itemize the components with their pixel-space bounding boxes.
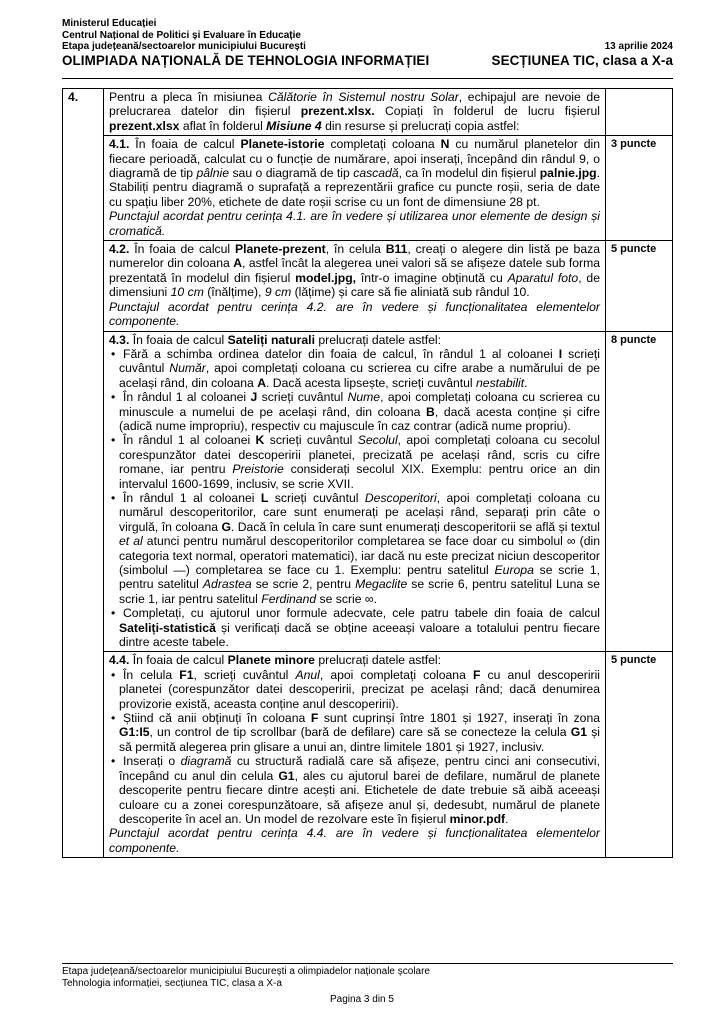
- text-run: Anul: [295, 667, 320, 682]
- text-run: 9 cm: [264, 285, 292, 300]
- text-run: 10 cm: [170, 285, 204, 300]
- bullet-paragraph: [109, 668, 600, 711]
- text-run: et al: [119, 534, 143, 549]
- text-run: F: [310, 711, 319, 726]
- subtask-text: [104, 241, 606, 331]
- text-run: . Stabiliți pentru diagramă o suprafață a reprezentării grafice cu puncte roșii, seria de date cu spațiu liber 20%, etichete de date roșii scrise cu un font de dimensiune 28 pt.: [109, 166, 601, 209]
- points-label: 3 puncte: [606, 136, 673, 241]
- text-run: și verificați dacă se obține aceeași valoare a totalului pentru fiecare dintre aceste tabele.: [119, 620, 600, 650]
- bullet-paragraph: [109, 754, 600, 826]
- text-run: În rândul 1 al coloanei: [123, 490, 261, 505]
- text-run: diagramă: [180, 754, 232, 769]
- text-run: (lățime) și care să fie aliniată sub rândul 10.: [291, 285, 530, 300]
- text-run: 4.1.: [109, 137, 130, 152]
- text-run: scrieți cuvântul: [264, 433, 358, 448]
- text-run: Călătorie în Sistemul nostru Solar: [268, 90, 459, 104]
- text-run: Descoperitori: [364, 490, 437, 505]
- text-run: , echipajul are nevoie de prelucrarea datelor din fișierul: [109, 90, 600, 119]
- bullet-paragraph: [109, 390, 600, 433]
- text-run: Fără a schimba ordinea datelor din foaia de calcul, în rândul 1 al coloanei: [123, 346, 559, 361]
- exam-date: 13 aprilie 2024: [604, 41, 673, 52]
- subtask-text: [104, 136, 606, 241]
- text-run: B: [426, 404, 435, 419]
- text-run: cu structură radială care să afișeze, pentru cinci ani consecutivi, începând cu anul din celula: [119, 754, 600, 783]
- text-run: Planete-prezent: [234, 242, 326, 257]
- points-label: 5 puncte: [606, 652, 673, 858]
- text-run: , ca în modelul din fișierul: [398, 166, 540, 181]
- text-run: În foaia de calcul: [129, 242, 235, 257]
- text-run: Știind că anii obținuți în coloana: [123, 711, 311, 726]
- text-run: F1: [179, 667, 194, 682]
- text-run: Completați, cu ajutorul unor formule adecvate, cele patru tabele din foaia de calcul: [123, 606, 600, 621]
- paragraph: [109, 300, 600, 329]
- text-run: minor.pdf: [449, 811, 506, 826]
- text-run: cu anul descoperirii planetei (corespunzător datei descoperirii, precizat pe același rând; dacă denumirea provizorie există, aceasta conține anul descoperirii).: [119, 667, 601, 711]
- task-intro-row: [63, 89, 673, 136]
- points-label: 8 puncte: [606, 331, 673, 652]
- text-run: 4.4.: [109, 653, 130, 668]
- paragraph: [109, 209, 600, 238]
- footer-rule: [62, 963, 673, 964]
- subtask-row: [63, 241, 673, 331]
- text-run: Pentru a pleca în misiunea: [109, 90, 269, 104]
- text-run: G: [221, 519, 231, 534]
- text-run: Punctajul acordat pentru cerința 4.4. are în vedere și funcționalitatea elementelor componente.: [109, 826, 600, 855]
- text-run: Aparatul foto: [507, 270, 579, 285]
- text-run: pâlnie: [196, 166, 230, 181]
- text-run: prezent.xlsx.: [300, 104, 375, 119]
- text-run: Planete-istorie: [240, 137, 325, 152]
- text-run: 4.2.: [109, 242, 130, 257]
- stage-row: [62, 41, 673, 53]
- text-run: Planete minore: [227, 653, 315, 668]
- footer-subject: Tehnologia informației, secțiunea TIC, clasa a X-a: [62, 978, 282, 989]
- text-run: Număr: [169, 361, 206, 376]
- text-run: Megaclite: [355, 577, 408, 592]
- text-run: F: [472, 667, 481, 682]
- text-run: A: [233, 256, 243, 271]
- points-cell-empty: [606, 89, 673, 136]
- stage-name: Etapa județeană/sectoarelor municipiului București: [62, 41, 306, 52]
- text-run: scrieți cuvântul: [257, 390, 348, 405]
- text-run: , astfel încât la alegerea unei valori să se afișeze datele sub forma prezentată în modelul din fișierul: [109, 256, 600, 285]
- text-run: Preistorie: [232, 462, 284, 477]
- text-run: , dacă acesta conține și cifre (adică nume impropriu), respectiv cu majuscule în caz contrar (adică nume propriu).: [119, 404, 600, 433]
- text-run: Adrastea: [202, 577, 252, 592]
- text-run: prelucrați datele astfel:: [314, 332, 441, 347]
- olympiad-title: OLIMPIADA NAȚIONALĂ DE TEHNOLOGIA INFORMAȚIEI: [62, 52, 430, 68]
- paragraph: [109, 333, 600, 347]
- text-run: nestabilit: [476, 375, 525, 390]
- text-run: completați coloana: [324, 137, 441, 152]
- text-run: sunt cuprinși între 1801 și 1927, inserați în zona: [318, 711, 600, 726]
- subtask-text: [104, 331, 606, 652]
- document-footer: [62, 966, 430, 990]
- ministry-name: Ministerul Educației: [62, 18, 157, 29]
- bullet-paragraph: [109, 606, 600, 649]
- bullet-paragraph: [109, 433, 600, 491]
- text-run: Sateliți-statistică: [119, 620, 216, 635]
- center-name: Centrul Național de Politici și Evaluare în Educație: [62, 29, 301, 41]
- header-rule: [62, 78, 673, 79]
- text-run: . Dacă în celula în care sunt enumerați descoperitorii se află și textul: [230, 519, 600, 534]
- text-run: cascadă: [353, 166, 399, 181]
- text-run: Punctajul acordat pentru cerința 4.1. are în vedere și utilizarea unor elemente de design și cromatică.: [109, 209, 600, 238]
- text-run: și să permită alegerea prin glisare a unui an, dintre limitele 1801 și 1927, inclusiv.: [119, 725, 600, 754]
- text-run: sau o diagramă de tip: [229, 166, 354, 181]
- text-run: Misiune 4: [266, 118, 322, 133]
- text-run: se scrie 2, pentru: [251, 577, 356, 592]
- text-run: Nume: [347, 390, 381, 405]
- task-number: 4.: [63, 89, 104, 858]
- text-run: , apoi completați coloana cu scrierea cu minuscule a numelui de pe același rând, din coloana: [119, 390, 600, 419]
- text-run: G1: [278, 768, 295, 783]
- text-run: scrieți cuvântul: [268, 490, 365, 505]
- text-run: Inserați o: [123, 754, 181, 769]
- paragraph: [109, 242, 600, 300]
- subtask-row: [63, 652, 673, 858]
- text-run: , scrieți cuvântul: [193, 667, 296, 682]
- text-run: Punctajul acordat pentru cerința 4.2. are în vedere și funcționalitatea elementelor componente.: [109, 299, 600, 329]
- bullet-paragraph: [109, 711, 600, 754]
- intro-paragraph: [109, 90, 600, 133]
- bullet-paragraph: [109, 347, 600, 390]
- subtask-row: [63, 136, 673, 241]
- text-run: se scrie ∞.: [316, 591, 377, 606]
- task-intro: [104, 89, 606, 136]
- text-run: În rândul 1 al coloanei: [123, 433, 256, 448]
- text-run: . Dacă acesta lipsește, scrieți cuvântul: [266, 375, 477, 390]
- text-run: G1:I5: [119, 725, 150, 740]
- text-run: , ales cu ajutorul barei de defilare, numărul de planete descoperite pentru fiecare dintre acești ani. Etichetele de date trebuie să aibă aceeași culoare cu a zonei corespunzătoare, să afișeze anul și, dedesubt, numărul de planete descoperite în acel an. Un model de rezolvare este în fișierul: [119, 768, 600, 826]
- text-run: aflat în folderul: [179, 118, 267, 133]
- text-run: Copiați în folderul de lucru fișierul: [374, 104, 600, 119]
- text-run: Europa: [494, 563, 534, 577]
- text-run: I: [558, 346, 563, 361]
- text-run: prelucrați datele astfel:: [314, 653, 441, 668]
- text-run: model.jpg,: [295, 270, 357, 285]
- text-run: În rândul 1 al coloanei: [123, 390, 251, 405]
- text-run: considerați secolul XIX. Exemplu: pentru orice an din intervalul 1600-1699, inclusiv, se scrie XVII.: [119, 462, 600, 491]
- text-run: N: [440, 137, 450, 152]
- text-run: , un control de tip scrollbar (bară de defilare) care să se conecteze la celula: [149, 725, 571, 740]
- text-run: (înălțime),: [203, 285, 265, 300]
- text-run: K: [255, 433, 265, 448]
- text-run: prezent.xlsx: [109, 118, 180, 133]
- footer-stage: Etapa județeană/sectoarelor municipiului București a olimpiadelor naționale școlare: [62, 966, 430, 977]
- text-run: , apoi completați coloana: [319, 667, 473, 682]
- subtask-text: [104, 652, 606, 858]
- text-run: În foaia de calcul: [129, 137, 241, 152]
- text-run: scrieți cuvântul: [119, 346, 601, 376]
- text-run: cu numărul planetelor din fiecare perioadă, calculat cu o funcție de numărare, apoi inserați, începând din rândul 9, o diagramă de tip: [109, 137, 600, 181]
- text-run: se scrie 1, pentru satelitul: [119, 563, 600, 592]
- text-run: se scrie 6, pentru satelitul Luna se scrie 1, iar pentru satelitul: [119, 577, 601, 606]
- text-run: Sateliți naturali: [227, 332, 315, 347]
- text-run: atunci pentru numărul descoperitorilor completarea se face doar cu simbolul ∞ (din categoria text normal, operatori matematici), iar dacă nu este precizat niciun descoperitor (simbolul —) completarea se face cu 1. Exemplu: pentru satelitul: [119, 534, 600, 577]
- text-run: .: [505, 811, 509, 826]
- text-run: , în celula: [325, 242, 386, 257]
- text-run: G1: [570, 725, 587, 740]
- text-run: , de dimensiuni: [109, 270, 600, 300]
- text-run: , creați o alegere din listă pe baza numerelor din coloana: [109, 242, 600, 271]
- text-run: J: [250, 390, 258, 405]
- title-row: [62, 53, 673, 68]
- bullet-paragraph: [109, 491, 600, 606]
- document-header: [62, 18, 673, 68]
- section-title: SECȚIUNEA TIC, clasa a X-a: [491, 52, 673, 68]
- text-run: din resurse și prelucrați copia astfel:: [321, 118, 520, 133]
- paragraph: [109, 653, 600, 667]
- text-run: În foaia de calcul: [129, 332, 228, 347]
- text-run: B11: [385, 242, 408, 257]
- text-run: A: [257, 375, 267, 390]
- text-run: palnie.jpg: [539, 166, 597, 181]
- page-number: Pagina 3 din 5: [330, 994, 394, 1005]
- text-run: Ferdinand: [261, 591, 317, 606]
- text-run: , apoi completați coloana cu numărul descoperitorilor, care sunt enumerați pe același rând, separați prin câte o virgulă, în coloana: [119, 490, 600, 534]
- paragraph: [109, 826, 600, 855]
- text-run: într-o imagine obținută cu: [356, 270, 508, 285]
- text-run: Secolul: [357, 433, 398, 448]
- text-run: În foaia de calcul: [129, 653, 228, 668]
- text-run: L: [260, 490, 269, 505]
- paragraph: [109, 137, 600, 209]
- text-run: , apoi completați coloana cu scrierea cu cifre arabe a numărului de pe același rând, din coloana: [119, 361, 600, 390]
- text-run: 4.3.: [109, 332, 130, 347]
- text-run: , apoi completați coloana cu secolul corespunzător datei descoperirii planetei, precizată pe același rând, scris cu cifre romane, iar pentru: [119, 433, 600, 477]
- text-run: În celula: [123, 667, 180, 682]
- points-label: 5 puncte: [606, 241, 673, 331]
- text-run: .: [524, 375, 528, 390]
- task-table: [62, 88, 673, 858]
- subtask-row: [63, 331, 673, 652]
